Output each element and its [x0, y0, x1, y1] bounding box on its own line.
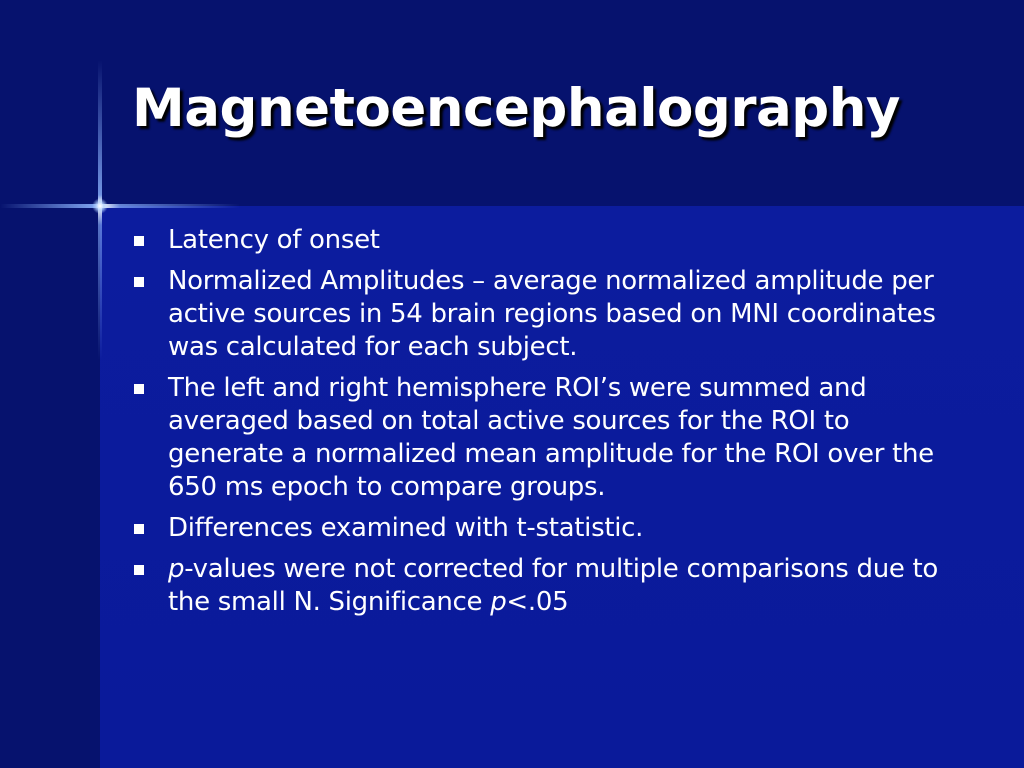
bullet-text: The left and right hemisphere ROI’s were summed and averaged based on total active sources for the ROI to generate a normalized mean amplitude for the ROI over the 650 ms epoch to compare groups. — [168, 373, 934, 502]
bullet-text: Differences examined with t-statistic. — [168, 513, 644, 543]
slide-title: Magnetoencephalography — [132, 78, 900, 139]
bullet-text: Latency of onset — [168, 225, 380, 255]
decorative-star-icon — [92, 198, 108, 214]
bullet-item — [130, 265, 970, 364]
decorative-glow-horizontal — [0, 204, 240, 208]
left-band — [0, 206, 100, 768]
square-bullet-icon — [134, 524, 144, 534]
square-bullet-icon — [134, 236, 144, 246]
bullet-item — [130, 553, 970, 619]
bullet-text: -values were not corrected for multiple comparisons due to the small N. Significance — [168, 554, 939, 617]
bullet-text-end: <.05 — [506, 587, 569, 617]
square-bullet-icon — [134, 277, 144, 287]
square-bullet-icon — [134, 384, 144, 394]
bullet-item — [130, 372, 970, 504]
square-bullet-icon — [134, 565, 144, 575]
bullet-list — [130, 224, 970, 627]
bullet-item — [130, 512, 970, 545]
bullet-text: Normalized Amplitudes – average normalized amplitude per active sources in 54 brain regions based on MNI coordinates was calculated for each subject. — [168, 266, 936, 362]
bullet-italic-p: p — [168, 554, 185, 584]
bullet-item — [130, 224, 970, 257]
bullet-italic-p: p — [490, 587, 507, 617]
